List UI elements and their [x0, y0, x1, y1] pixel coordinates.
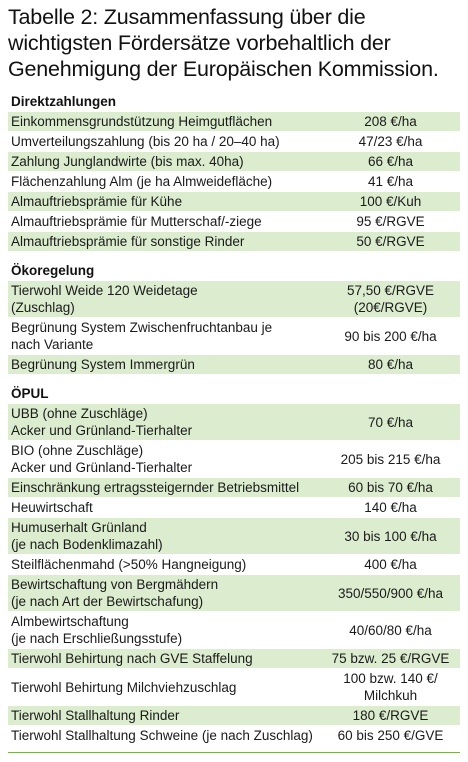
table-row: [8, 355, 460, 375]
section-heading: ÖPUL: [11, 386, 49, 401]
table-row: [8, 232, 460, 252]
row-label: Almauftriebsprämie für Mutterschaf/-ziege: [11, 214, 262, 229]
row-label: Heuwirtschaft: [11, 500, 93, 515]
row-value: 100 bzw. 140 €/ Milchkuh: [343, 671, 438, 703]
section-gap: [8, 252, 460, 261]
row-label: Almauftriebsprämie für Kühe: [11, 194, 183, 209]
row-label: Tierwohl Stallhaltung Schweine (je nach Zuschlag): [11, 728, 313, 743]
table-row: [8, 612, 460, 649]
row-label: UBB (ohne Zuschläge) Acker und Grünland-Tierhalter: [11, 406, 193, 438]
table-bottom-rule: [8, 752, 460, 753]
table-row: [8, 212, 460, 232]
row-value: 400 €/ha: [364, 557, 417, 572]
table-row: [8, 172, 460, 192]
table-row: [8, 555, 460, 575]
table-row: [8, 706, 460, 726]
table-row: [8, 518, 460, 555]
row-label: Humuserhalt Grünland (je nach Bodenklimazahl): [11, 520, 163, 552]
title-line-3: Genehmigung der Europäischen Kommission.: [8, 57, 439, 81]
row-value: 60 bis 70 €/ha: [348, 480, 433, 495]
table-row: [8, 281, 460, 318]
table-row: [8, 498, 460, 518]
row-label: Steilflächenmahd (>50% Hangneigung): [11, 557, 247, 572]
row-label: Umverteilungszahlung (bis 20 ha / 20–40 ha): [11, 134, 280, 149]
row-value: 208 €/ha: [364, 114, 417, 129]
table-title: [8, 4, 460, 82]
title-line-1: Tabelle 2: Zusammenfassung über die: [8, 5, 366, 29]
row-value: 60 bis 250 €/GVE: [337, 728, 444, 743]
row-value: 80 €/ha: [367, 357, 414, 372]
row-label: Tierwohl Stallhaltung Rinder: [11, 708, 180, 723]
row-value: 350/550/900 €/ha: [337, 585, 444, 601]
row-label: Flächenzahlung Alm (je ha Almweidefläche): [11, 174, 273, 189]
table-row: [8, 478, 460, 498]
table-row: [8, 669, 460, 706]
row-value: 75 bzw. 25 €/RGVE: [331, 651, 450, 666]
row-value: 57,50 €/RGVE (20€/RGVE): [346, 283, 435, 315]
row-value: 95 €/RGVE: [356, 214, 425, 229]
row-value: 50 €/RGVE: [356, 234, 425, 249]
table-row: [8, 152, 460, 172]
row-value: 30 bis 100 €/ha: [344, 528, 437, 544]
row-value: 70 €/ha: [367, 414, 414, 430]
row-value: 47/23 €/ha: [358, 134, 423, 149]
row-label: Einkommensgrundstützung Heimgutflächen: [11, 114, 273, 129]
row-label: Begrünung System Immergrün: [11, 357, 195, 372]
row-label: Einschränkung ertragssteigernder Betriebsmittel: [11, 480, 300, 495]
row-label: Zahlung Junglandwirte (bis max. 40ha): [11, 154, 244, 169]
row-value: 180 €/RGVE: [352, 708, 429, 723]
row-label: Almbewirtschaftung (je nach Erschließungsstufe): [11, 614, 183, 646]
section-heading: Direktzahlungen: [11, 94, 117, 109]
row-label: Bewirtschaftung von Bergmähdern (je nach Art der Bewirtschafung): [11, 577, 219, 609]
row-value: 66 €/ha: [367, 154, 414, 169]
table-row: [8, 404, 460, 441]
table-row: [8, 132, 460, 152]
row-value: 100 €/Kuh: [359, 194, 422, 209]
funding-rates-table: [8, 92, 460, 746]
section-gap: [8, 375, 460, 384]
row-value: 40/60/80 €/ha: [349, 622, 432, 638]
row-label: Begrünung System Zwischenfruchtanbau je nach Variante: [11, 320, 273, 352]
row-label: Tierwohl Behirtung Milchviehzuschlag: [11, 679, 237, 695]
row-label: Almauftriebsprämie für sonstige Rinder: [11, 234, 245, 249]
table-row: [8, 649, 460, 669]
row-value: 41 €/ha: [367, 174, 414, 189]
row-value: 90 bis 200 €/ha: [344, 328, 437, 344]
section-heading: Ökoregelung: [11, 263, 95, 278]
row-value: 205 bis 215 €/ha: [340, 451, 441, 467]
table-row: [8, 575, 460, 612]
row-label: Tierwohl Weide 120 Weidetage (Zuschlag): [11, 283, 198, 315]
row-label: BIO (ohne Zuschläge) Acker und Grünland-Tierhalter: [11, 443, 193, 475]
row-value: 140 €/ha: [364, 500, 417, 515]
table-row: [8, 726, 460, 746]
row-label: Tierwohl Behirtung nach GVE Staffelung: [11, 651, 253, 666]
table-row: [8, 192, 460, 212]
table-row: [8, 441, 460, 478]
table-row: [8, 112, 460, 132]
title-line-2: wichtigsten Fördersätze vorbehaltlich der: [8, 31, 391, 55]
table-row: [8, 318, 460, 355]
